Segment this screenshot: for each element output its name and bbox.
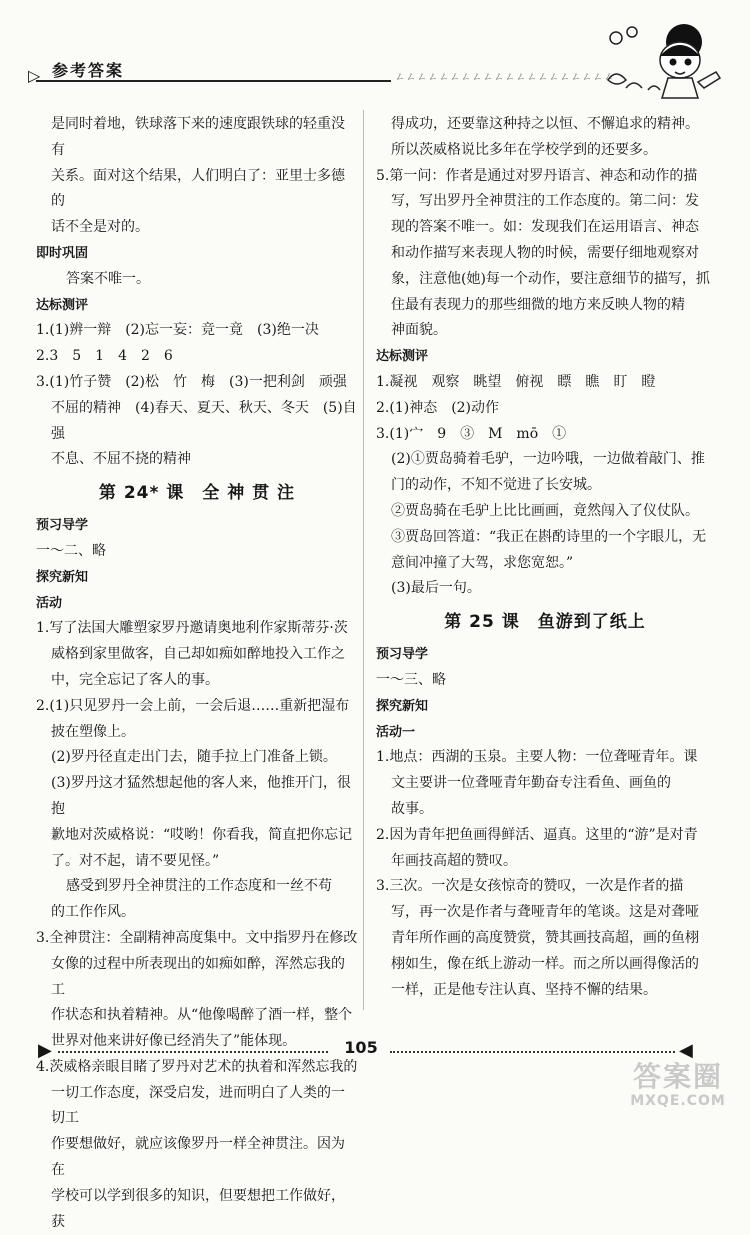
section-heading: 预习导学 bbox=[36, 518, 89, 534]
answer-line: 2.3 5 1 4 2 6 bbox=[36, 348, 173, 365]
section-heading: 预习导学 bbox=[376, 647, 429, 663]
footer-left-arrow-icon: ▶ bbox=[38, 1040, 52, 1061]
answer-line: ③贾岛回答道：“我正在斟酌诗里的一个字眼儿，无 bbox=[391, 528, 707, 545]
answer-line: 门的动作，不知不觉进了长安城。 bbox=[391, 477, 601, 494]
answer-line: (2)①贾岛骑着毛驴，一边吟哦，一边做着敲门、推 bbox=[391, 451, 705, 468]
answer-line: 1.写了法国大雕塑家罗丹邀请奥地利作家斯蒂芬·茨 bbox=[36, 620, 348, 637]
section-heading: 达标测评 bbox=[36, 297, 89, 313]
section-heading: 探究新知 bbox=[376, 698, 429, 714]
answer-line: 学校可以学到很多的知识，但要想把工作做好，获 bbox=[51, 1187, 345, 1230]
answer-line: (3)最后一句。 bbox=[391, 580, 481, 597]
answer-line: 中，完全忘记了客人的事。 bbox=[51, 671, 219, 688]
answer-line: 了。对不起，请不要见怪。” bbox=[51, 852, 220, 869]
watermark-logo-text: 答案圈 bbox=[632, 1060, 723, 1093]
column-divider bbox=[363, 110, 364, 1010]
answer-line: 所以茨威格说比多年在学校学到的还要多。 bbox=[391, 141, 657, 158]
answer-line: 作状态和执着精神。从“他像喝醉了酒一样，整个 bbox=[51, 1007, 353, 1024]
answer-line: 1.(1)辨一辩 (2)忘一妄：竞一竟 (3)绝一决 bbox=[36, 322, 319, 339]
footer-rule-right bbox=[390, 1051, 675, 1053]
section-heading: 活动 bbox=[36, 595, 63, 611]
answer-line: 女像的过程中所表现出的如痴如醉，浑然忘我的工 bbox=[51, 955, 345, 998]
answer-line: ②贾岛骑在毛驴上比比画画，竟然闯入了仪仗队。 bbox=[391, 502, 699, 519]
answer-line: 一～二、略 bbox=[36, 542, 106, 559]
page-header-title: 参考答案 bbox=[52, 61, 125, 80]
answer-line: 青年所作画的高度赞赏，赞其画技高超，画的鱼栩 bbox=[391, 929, 699, 946]
answer-line: 2.(1)只见罗丹一会上前，一会后退……重新把湿布 bbox=[36, 697, 350, 714]
answer-line: 一切工作态度，深受启发，进而明白了人类的一切工 bbox=[51, 1084, 345, 1127]
answer-line: 神面貌。 bbox=[391, 322, 447, 339]
answer-line: 披在塑像上。 bbox=[51, 723, 135, 740]
header-decoration: ㄥㄥㄥㄥㄥㄥㄥㄥㄥㄥㄥㄥㄥㄥㄥㄥㄥㄥㄥㄥ bbox=[395, 72, 615, 83]
section-heading: 活动一 bbox=[376, 724, 416, 740]
answer-line: 一～三、略 bbox=[376, 671, 446, 688]
answer-line: 是同时着地，铁球落下来的速度跟铁球的轻重没有 bbox=[51, 116, 345, 158]
answer-line: 故事。 bbox=[391, 800, 433, 817]
left-column bbox=[36, 112, 358, 1235]
lesson-title: 第 24* 课 全 神 贯 注 bbox=[98, 483, 296, 504]
answer-line: 意间冲撞了大驾，求您宽恕。” bbox=[391, 554, 574, 571]
answer-line: 不息、不屈不挠的精神 bbox=[51, 451, 191, 468]
answer-line: 不屈的精神 (4)春天、夏天、秋天、冬天 (5)自强 bbox=[51, 399, 357, 442]
page-number: 105 bbox=[344, 1038, 378, 1057]
answer-line: 作要想做好，就应该像罗丹一样全神贯注。因为在 bbox=[51, 1136, 345, 1179]
answer-line: 3.(1)宀 9 ③ M mō ① bbox=[376, 425, 567, 442]
answer-line: 关系。面对这个结果，人们明白了：亚里士多德的 bbox=[51, 167, 345, 210]
answer-line: 威格到家里做客，自己却如痴如醉地投入工作之 bbox=[51, 646, 345, 663]
answer-line: 世界对他来讲好像已经消失了”能体现。 bbox=[51, 1033, 297, 1050]
answer-line: 文主要讲一位聋哑青年勤奋专注看鱼、画鱼的 bbox=[391, 775, 671, 792]
answer-line: 栩如生，像在纸上游动一样。而之所以画得像活的 bbox=[391, 955, 699, 972]
section-heading: 即时巩固 bbox=[36, 245, 89, 261]
footer-right-arrow-icon: ◀ bbox=[679, 1040, 693, 1061]
answer-line: 1.凝视 观察 眺望 俯视 瞟 瞧 盯 瞪 bbox=[376, 373, 656, 390]
answer-line: 年画技高超的赞叹。 bbox=[391, 852, 517, 869]
answer-line: 2.因为青年把鱼画得鲜活、逼真。这里的“游”是对青 bbox=[376, 826, 698, 843]
header-rule bbox=[36, 80, 391, 82]
answer-line: (3)罗丹这才猛然想起他的客人来，他推开门，很抱 bbox=[51, 775, 351, 817]
header-arrow-icon: ▷ bbox=[28, 66, 41, 85]
right-column bbox=[376, 112, 714, 1003]
answer-line: 歉地对茨威格说：“哎哟！你看我，简直把你忘记 bbox=[51, 826, 353, 843]
answer-line: 5.第一问：作者是通过对罗丹语言、神态和动作的描 bbox=[376, 167, 698, 184]
answer-line: 3.(1)竹子赞 (2)松 竹 梅 (3)一把利剑 顽强 bbox=[36, 373, 347, 390]
answer-line: 一样，正是他专注认真、坚持不懈的结果。 bbox=[391, 981, 657, 998]
cartoon-girl-mascot-icon bbox=[598, 10, 728, 102]
answer-line: 的工作作风。 bbox=[51, 904, 135, 921]
answer-line: 1.地点：西湖的玉泉。主要人物：一位聋哑青年。课 bbox=[376, 749, 698, 766]
section-heading: 达标测评 bbox=[376, 349, 429, 365]
answer-line: 写，再一次是作者与聋哑青年的笔谈。这是对聋哑 bbox=[391, 904, 699, 921]
answer-line: 3.三次。一次是女孩惊奇的赞叹，一次是作者的描 bbox=[376, 878, 684, 895]
answer-line: 感受到罗丹全神贯注的工作态度和一丝不苟 bbox=[66, 878, 332, 895]
answer-line: 答案不唯一。 bbox=[66, 270, 150, 287]
footer-rule-left bbox=[58, 1051, 328, 1053]
section-heading: 探究新知 bbox=[36, 569, 89, 585]
answer-line: 住最有表现力的那些细微的地方来反映人物的精 bbox=[391, 296, 685, 313]
answer-line: 4.茨威格亲眼目睹了罗丹对艺术的执着和浑然忘我的 bbox=[36, 1058, 358, 1075]
answer-line: (2)罗丹径直走出门去，随手拉上门准备上锁。 bbox=[51, 749, 337, 766]
watermark-url: MXQE.COM bbox=[630, 1093, 726, 1109]
lesson-title: 第 25 课 鱼游到了纸上 bbox=[444, 612, 646, 633]
answer-line: 现的答案不唯一。如：发现我们在运用语言、神态 bbox=[391, 219, 699, 236]
answer-line: 和动作描写来表现人物的时候，需要仔细地观察对 bbox=[391, 244, 699, 261]
answer-line: 话不全是对的。 bbox=[51, 219, 149, 236]
answer-line: 2.(1)神态 (2)动作 bbox=[376, 399, 500, 416]
answer-line: 3.全神贯注：全副精神高度集中。文中指罗丹在修改 bbox=[36, 929, 358, 946]
watermark bbox=[614, 1062, 742, 1110]
answer-line: 得成功，还要靠这种持之以恒、不懈追求的精神。 bbox=[391, 116, 699, 132]
answer-line: 象，注意他(她)每一个动作，要注意细节的描写，抓 bbox=[391, 270, 710, 287]
answer-line: 写，写出罗丹全神贯注的工作态度的。第二问：发 bbox=[391, 193, 699, 210]
